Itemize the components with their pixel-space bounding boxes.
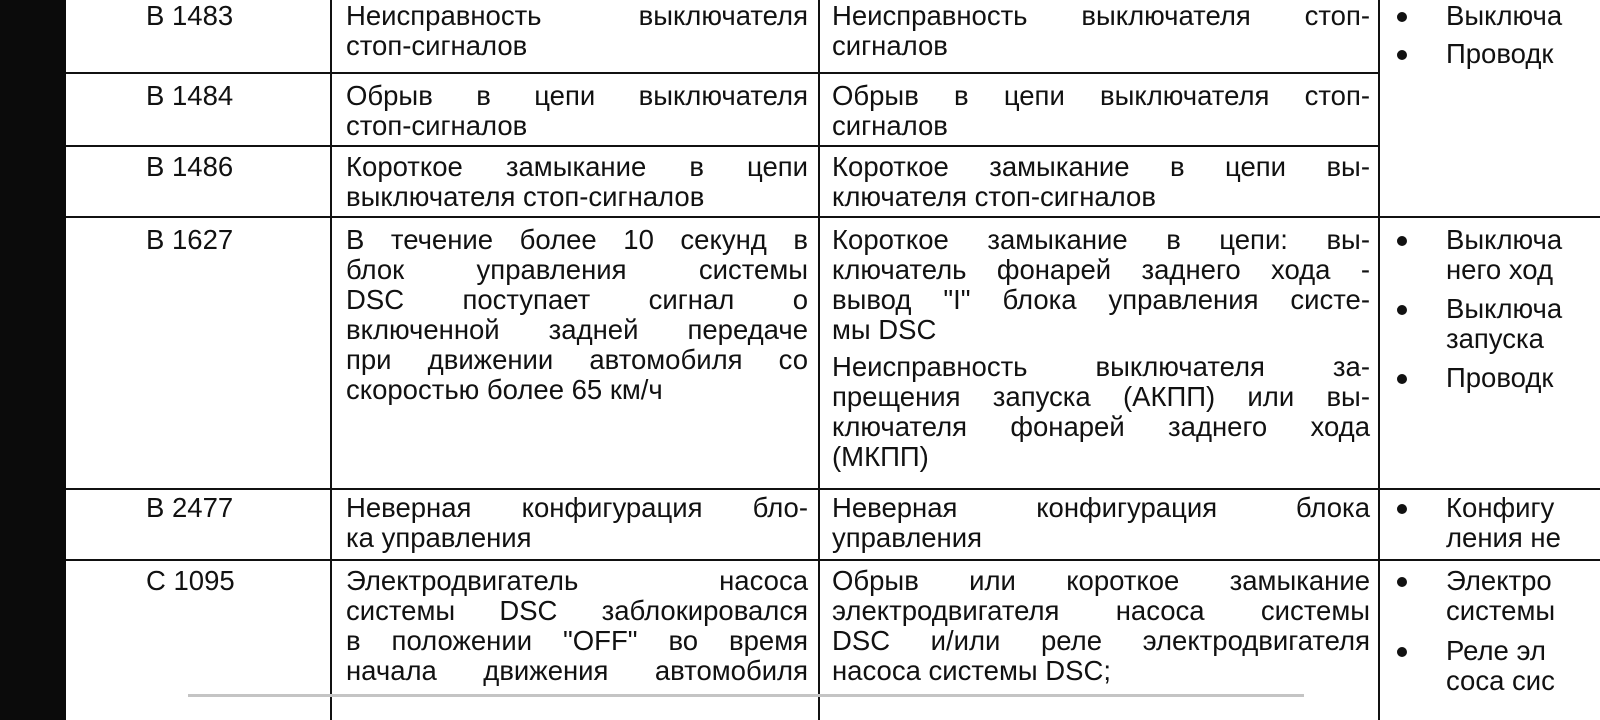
text-line: Электродвигатель насоса	[346, 565, 808, 596]
fault-description	[346, 566, 808, 686]
fault-code: B 2477	[146, 492, 234, 523]
text-line: начала движения автомобиля	[346, 655, 808, 686]
fault-cause	[832, 566, 1370, 686]
text-line: ключателя фонарей заднего хода	[832, 411, 1370, 442]
cause-paragraph	[832, 566, 1370, 686]
fix-item: Конфигу	[1446, 492, 1555, 523]
text-line: Неверная конфигурация блока	[832, 492, 1370, 523]
fix-item: него ход	[1446, 254, 1554, 285]
text-line: сигналов	[832, 30, 948, 61]
bullet-marker	[1397, 12, 1407, 22]
text-line: вывод "I" блока управления систе-	[832, 284, 1370, 315]
row-divider	[66, 559, 1600, 561]
text-line: DSC и/или реле электродвигателя	[832, 625, 1370, 656]
fix-item: запуска	[1446, 323, 1544, 354]
fault-description	[346, 152, 808, 212]
fix-item: ления не	[1446, 522, 1561, 553]
text-line: Обрыв в цепи выключателя стоп-	[832, 80, 1370, 111]
bullet-marker	[1397, 647, 1407, 657]
fault-code: B 1486	[146, 151, 234, 182]
horizontal-scrollbar[interactable]	[188, 694, 1304, 697]
text-line: мы DSC	[832, 314, 937, 345]
text-line: системы DSC заблокировался	[346, 595, 808, 626]
cause-paragraph	[832, 1, 1370, 61]
text-line: стоп-сигналов	[346, 110, 528, 141]
row-divider	[66, 72, 1378, 74]
fault-code: C 1095	[146, 565, 235, 596]
text-line: Обрыв в цепи выключателя	[346, 80, 808, 111]
text-line: при движении автомобиля со	[346, 344, 808, 375]
fix-item: Проводк	[1446, 38, 1554, 69]
text-line: (МКПП)	[832, 441, 929, 472]
column-divider	[330, 0, 332, 720]
text-line: Короткое замыкание в цепи	[346, 151, 808, 182]
text-line: сигналов	[832, 110, 948, 141]
fix-item: Выключа	[1446, 0, 1563, 31]
row-divider	[66, 216, 1600, 218]
bullet-marker	[1397, 577, 1407, 587]
text-line: стоп-сигналов	[346, 30, 528, 61]
text-line: ключатель фонарей заднего хода -	[832, 254, 1370, 285]
fault-cause	[832, 81, 1370, 141]
fix-item: Проводк	[1446, 362, 1554, 393]
fault-code: B 1484	[146, 80, 234, 111]
cause-paragraph	[832, 352, 1370, 472]
row-divider	[66, 145, 1378, 147]
fix-item: Выключа	[1446, 224, 1563, 255]
fix-item: соса сис	[1446, 665, 1555, 696]
text-line: Неверная конфигурация бло-	[346, 492, 808, 523]
fix-item: системы	[1446, 595, 1556, 626]
text-line: насоса системы DSC;	[832, 655, 1111, 686]
cause-paragraph	[832, 493, 1370, 553]
column-divider	[1378, 0, 1380, 720]
fault-cause	[832, 1, 1370, 61]
fault-cause	[832, 152, 1370, 212]
text-line: Короткое замыкание в цепи вы-	[832, 151, 1370, 182]
bullet-marker	[1397, 504, 1407, 514]
fault-cause	[832, 225, 1370, 472]
fault-code: B 1627	[146, 224, 234, 255]
text-line: ключателя стоп-сигналов	[832, 181, 1156, 212]
bullet-marker	[1397, 374, 1407, 384]
text-line: Неисправность выключателя	[346, 0, 808, 31]
bullet-marker	[1397, 236, 1407, 246]
bullet-marker	[1397, 305, 1407, 315]
text-line: управления	[832, 522, 982, 553]
fault-code: B 1483	[146, 0, 234, 31]
text-line: скоростью более 65 км/ч	[346, 374, 663, 405]
fault-description	[346, 1, 808, 61]
fault-description	[346, 225, 808, 405]
text-line: В течение более 10 секунд в	[346, 224, 808, 255]
page-left-shadow	[0, 0, 66, 720]
fault-cause	[832, 493, 1370, 553]
text-line: блок управления системы	[346, 254, 808, 285]
fault-description	[346, 493, 808, 553]
document-page	[66, 0, 1600, 720]
text-line: Неисправность выключателя за-	[832, 351, 1370, 382]
bullet-marker	[1397, 50, 1407, 60]
text-line: выключателя стоп-сигналов	[346, 181, 705, 212]
fix-item: Реле эл	[1446, 635, 1546, 666]
text-line: Короткое замыкание в цепи: вы-	[832, 224, 1370, 255]
cause-paragraph	[832, 81, 1370, 141]
fix-item: Выключа	[1446, 293, 1563, 324]
text-line: в положении "OFF" во время	[346, 625, 808, 656]
text-line: Неисправность выключателя стоп-	[832, 0, 1370, 31]
column-divider	[818, 0, 820, 720]
text-line: Обрыв или короткое замыкание	[832, 565, 1370, 596]
fault-description	[346, 81, 808, 141]
text-line: DSC поступает сигнал о	[346, 284, 808, 315]
fix-item: Электро	[1446, 565, 1552, 596]
text-line: прещения запуска (АКПП) или вы-	[832, 381, 1370, 412]
row-divider	[66, 488, 1600, 490]
cause-paragraph	[832, 152, 1370, 212]
cause-paragraph	[832, 225, 1370, 345]
text-line: включенной задней передаче	[346, 314, 808, 345]
text-line: электродвигателя насоса системы	[832, 595, 1370, 626]
text-line: ка управления	[346, 522, 532, 553]
